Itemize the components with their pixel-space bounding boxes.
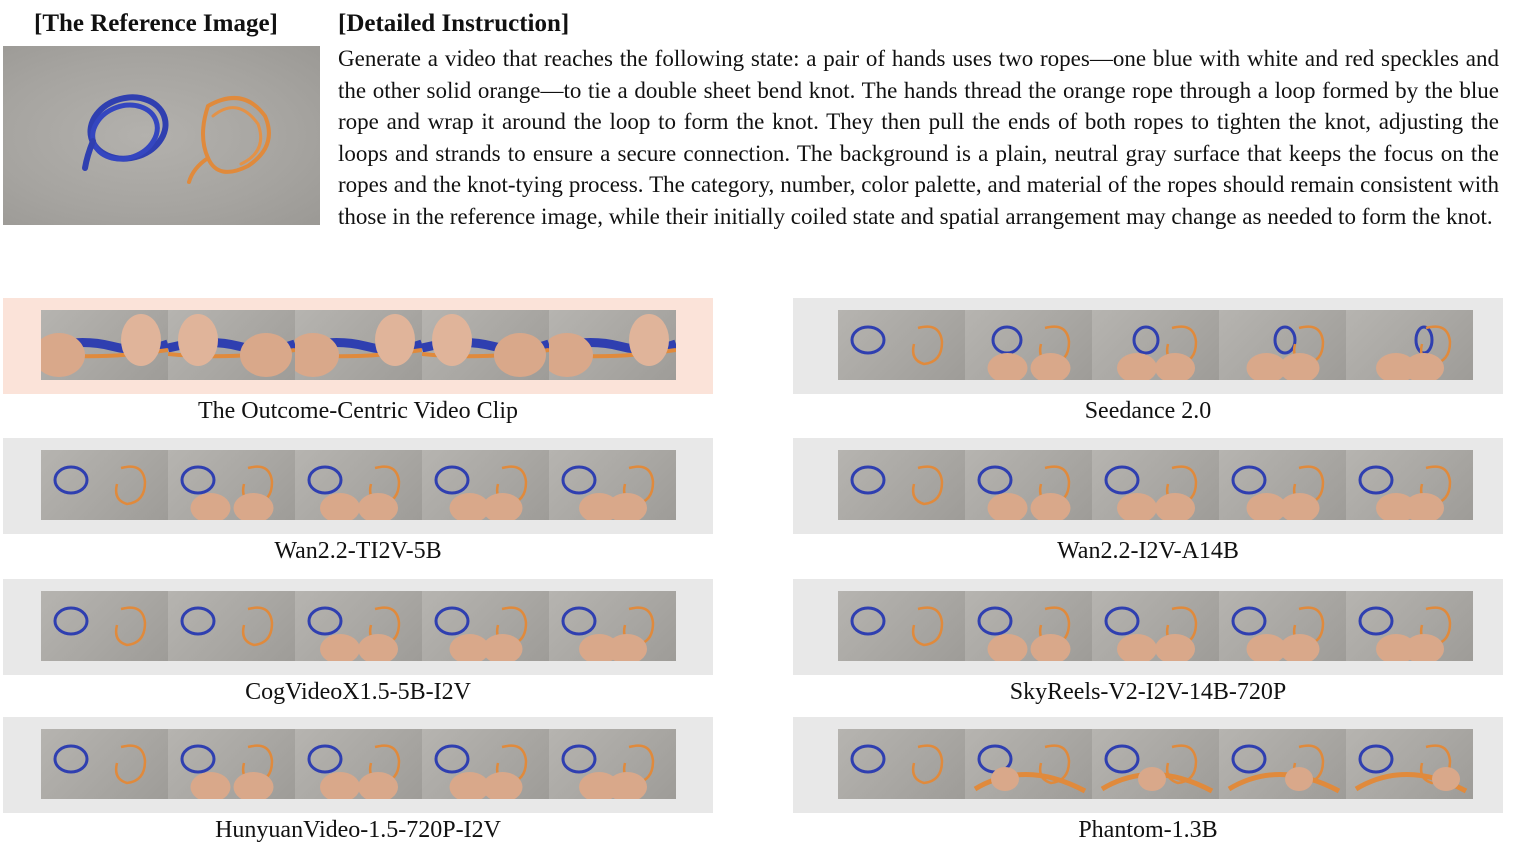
video-frame [422, 450, 549, 520]
video-frame [838, 591, 965, 661]
video-frame [549, 729, 676, 799]
frame-illustration [549, 729, 676, 799]
video-frame [838, 729, 965, 799]
frame-illustration [295, 450, 422, 520]
frame-illustration [1219, 591, 1346, 661]
video-frame [1092, 591, 1219, 661]
reference-image [3, 46, 320, 225]
frame-illustration [422, 450, 549, 520]
video-frame [965, 310, 1092, 380]
result-panel [793, 438, 1503, 534]
instruction-title: [Detailed Instruction] [338, 10, 570, 37]
video-frame [295, 310, 422, 380]
panel-caption: HunyuanVideo-1.5-720P-I2V [215, 817, 501, 843]
video-frame [1219, 310, 1346, 380]
frame-strip [41, 310, 676, 380]
video-frame [168, 591, 295, 661]
frame-illustration [1092, 310, 1219, 380]
panel-caption: SkyReels-V2-I2V-14B-720P [1009, 679, 1287, 705]
frame-illustration [965, 591, 1092, 661]
video-frame [295, 591, 422, 661]
frame-illustration [1219, 729, 1346, 799]
frame-illustration [1092, 450, 1219, 520]
panel-caption: The Outcome-Centric Video Clip [197, 398, 519, 424]
video-frame [1092, 310, 1219, 380]
video-frame [168, 450, 295, 520]
frame-illustration [41, 591, 168, 661]
video-frame [41, 450, 168, 520]
frame-illustration [41, 310, 168, 380]
result-panel [793, 298, 1503, 394]
video-frame [1092, 450, 1219, 520]
frame-illustration [965, 450, 1092, 520]
result-panel [3, 579, 713, 675]
frame-strip [41, 450, 676, 520]
frame-illustration [422, 729, 549, 799]
video-frame [422, 729, 549, 799]
frame-illustration [1346, 729, 1473, 799]
frame-illustration [295, 729, 422, 799]
video-frame [838, 310, 965, 380]
video-frame [41, 310, 168, 380]
video-frame [549, 310, 676, 380]
frame-illustration [549, 310, 676, 380]
video-frame [422, 591, 549, 661]
frame-illustration [168, 450, 295, 520]
video-frame [1346, 310, 1473, 380]
result-panel [3, 438, 713, 534]
video-frame [549, 450, 676, 520]
video-frame [1346, 729, 1473, 799]
video-frame [422, 310, 549, 380]
result-panel [3, 298, 713, 394]
frame-strip [41, 729, 676, 799]
video-frame [41, 591, 168, 661]
frame-strip [838, 310, 1473, 380]
frame-illustration [1346, 591, 1473, 661]
video-frame [965, 591, 1092, 661]
panel-caption: Wan2.2-I2V-A14B [1057, 538, 1239, 564]
frame-illustration [1219, 310, 1346, 380]
frame-strip [838, 729, 1473, 799]
video-frame [1219, 729, 1346, 799]
video-frame [838, 450, 965, 520]
frame-illustration [1346, 310, 1473, 380]
frame-strip [41, 591, 676, 661]
frame-illustration [838, 591, 965, 661]
video-frame [965, 450, 1092, 520]
frame-illustration [168, 591, 295, 661]
panel-caption: Seedance 2.0 [1084, 398, 1212, 424]
video-frame [1346, 450, 1473, 520]
frame-illustration [838, 729, 965, 799]
frame-illustration [549, 591, 676, 661]
video-frame [295, 450, 422, 520]
panel-caption: Wan2.2-TI2V-5B [274, 538, 442, 564]
frame-illustration [838, 310, 965, 380]
video-frame [295, 729, 422, 799]
frame-illustration [168, 310, 295, 380]
panel-caption: Phantom-1.3B [1078, 817, 1218, 843]
frame-illustration [1346, 450, 1473, 520]
frame-strip [838, 450, 1473, 520]
video-frame [168, 729, 295, 799]
frame-illustration [549, 450, 676, 520]
video-frame [1092, 729, 1219, 799]
frame-illustration [41, 729, 168, 799]
frame-illustration [838, 450, 965, 520]
frame-illustration [295, 310, 422, 380]
result-panel [793, 579, 1503, 675]
video-frame [41, 729, 168, 799]
frame-illustration [1219, 450, 1346, 520]
frame-illustration [295, 591, 422, 661]
video-frame [1346, 591, 1473, 661]
frame-illustration [168, 729, 295, 799]
frame-illustration [1092, 591, 1219, 661]
frame-illustration [422, 591, 549, 661]
video-frame [168, 310, 295, 380]
frame-strip [838, 591, 1473, 661]
video-frame [1219, 591, 1346, 661]
frame-illustration [965, 310, 1092, 380]
instruction-text: Generate a video that reaches the following state: a pair of hands uses two ropes—one blue with white and red speckles and the other solid orange—to tie a double sheet bend knot. The hands thread the orange rope through a loop formed by the blue rope and wrap it around the loop to form the knot. They then pull the ends of both ropes to tighten the knot, adjusting the loops and strands to ensure a secure connection. The background is a plain, neutral gray surface that keeps the focus on the ropes and the knot-tying process. The category, number, color palette, and material of the ropes should remain consistent with those in the reference image, while their initially coiled state and spatial arrangement may change as needed to form the knot. [338, 46, 1499, 229]
frame-illustration [41, 450, 168, 520]
frame-illustration [422, 310, 549, 380]
result-panel [3, 717, 713, 813]
frame-illustration [1092, 729, 1219, 799]
video-frame [965, 729, 1092, 799]
video-frame [549, 591, 676, 661]
panel-caption: CogVideoX1.5-5B-I2V [245, 679, 471, 705]
reference-title: [The Reference Image] [34, 10, 278, 37]
result-panel [793, 717, 1503, 813]
video-frame [1219, 450, 1346, 520]
frame-illustration [965, 729, 1092, 799]
